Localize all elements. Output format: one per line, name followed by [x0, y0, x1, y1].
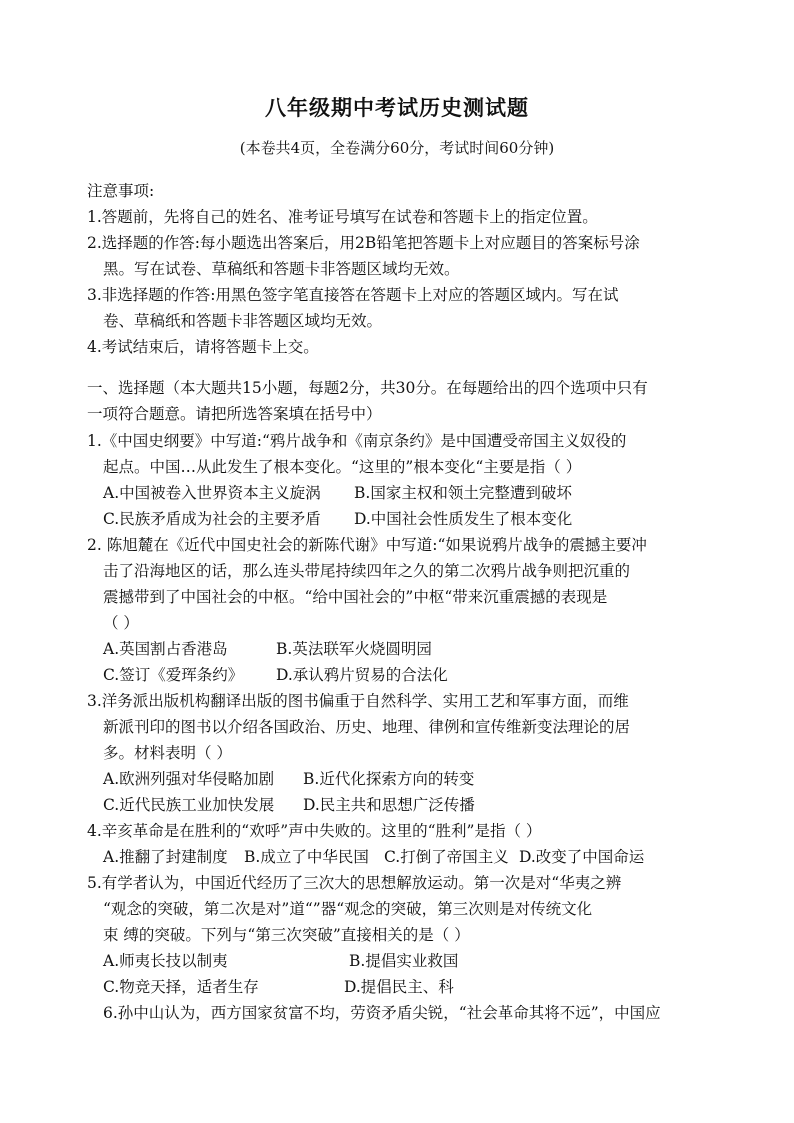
question-4-option-d: D.改变了中国命运 [519, 848, 645, 866]
note-item: 2.选择题的作答:每小题选出答案后，用2B铅笔把答题卡上对应题目的答案标号涂 [87, 234, 640, 252]
question-3-option-a: A.欧洲列强对华侵略加剧 [103, 770, 275, 788]
exam-subtitle: (本卷共4页，全卷满分60分，考试时间60分钟) [239, 139, 555, 157]
section-heading: 一、选择题（本大题共15小题，每题2分，共30分。在每题给出的四个选项中只有 [87, 379, 648, 397]
question-2-text: （ ） [103, 614, 139, 632]
question-3-text: 新派刊印的图书以介绍各国政治、历史、地理、律例和宣传维新变法理论的居 [103, 718, 631, 736]
question-4-option-a: A.推翻了封建制度 [103, 848, 228, 866]
note-item: 黑。写在试卷、草稿纸和答题卡非答题区域均无效。 [103, 260, 460, 278]
question-1-text: 起点。中国…从此发生了根本变化。“这里的”根本变化“主要是指（ ） [103, 458, 582, 476]
question-5-option-c: C.物竞天择，适者生存 [103, 978, 259, 996]
question-6-text: 6.孙中山认为，西方国家贫富不均，劳资矛盾尖锐，“社会革命其将不远”，中国应 [103, 1004, 661, 1022]
question-3-option-b: B.近代化探索方向的转变 [303, 770, 475, 788]
question-3-option-c: C.近代民族工业加快发展 [103, 796, 275, 814]
question-3-option-d: D.民主共和思想广泛传播 [303, 796, 475, 814]
question-5-text: “观念的突破，第二次是对”道“”器“观念的突破，第三次则是对传统文化 [103, 900, 593, 918]
notes-heading: 注意事项: [87, 182, 155, 200]
question-2-option-d: D.承认鸦片贸易的合法化 [276, 666, 448, 684]
question-1-option-a: A.中国被卷入世界资本主义旋涡 [103, 484, 321, 502]
note-item: 3.非选择题的作答:用黑色签字笔直接答在答题卡上对应的答题区域内。写在试 [87, 286, 619, 304]
question-1-text: 1.《中国史纲要》中写道:“鸦片战争和《南京条约》是中国遭受帝国主义奴役的 [87, 432, 627, 450]
exam-title: 八年级期中考试历史测试题 [265, 95, 529, 120]
question-5-option-a: A.师夷长技以制夷 [103, 952, 228, 970]
question-1-option-d: D.中国社会性质发生了根本变化 [354, 510, 573, 528]
note-item: 4.考试结束后，请将答题卡上交。 [87, 338, 319, 356]
question-5-text: 5.有学者认为，中国近代经历了三次大的思想解放运动。第一次是对“华夷之辨 [87, 874, 622, 892]
note-item: 卷、草稿纸和答题卡非答题区域均无效。 [103, 312, 383, 330]
question-2-text: 震撼带到了中国社会的中枢。“给中国社会的”中枢“带来沉重震撼的表现是 [103, 588, 608, 606]
question-1-option-b: B.国家主权和领土完整遭到破坏 [354, 484, 572, 502]
question-2-option-b: B.英法联军火烧圆明园 [276, 640, 432, 658]
note-item: 1.答题前，先将自己的姓名、准考证号填写在试卷和答题卡上的指定位置。 [87, 208, 598, 226]
question-4-option-c: C.打倒了帝国主义 [384, 848, 509, 866]
question-4-option-b: B.成立了中华民国 [244, 848, 369, 866]
question-3-text: 多。材料表明（ ） [103, 744, 232, 762]
question-2-option-c: C.签订《爱珲条约》 [103, 666, 244, 684]
question-5-option-b: B.提倡实业救国 [349, 952, 459, 970]
question-5-option-d: D.提倡民主、科 [344, 978, 454, 996]
section-heading: 一项符合题意。请把所选答案填在括号中） [87, 405, 382, 423]
question-1-option-c: C.民族矛盾成为社会的主要矛盾 [103, 510, 321, 528]
question-5-text: 束 缚的突破。下列与“第三次突破”直接相关的是（ ） [103, 926, 470, 944]
question-2-option-a: A.英国割占香港岛 [103, 640, 228, 658]
question-4-text: 4.辛亥革命是在胜利的“欢呼”声中失败的。这里的“胜利”是指（ ） [87, 822, 542, 840]
question-3-text: 3.洋务派出版机构翻译出版的图书偏重于自然科学、实用工艺和军事方面，而维 [87, 692, 629, 710]
question-2-text: 2. 陈旭麓在《近代中国史社会的新陈代谢》中写道:“如果说鸦片战争的震撼主要冲 [87, 536, 647, 554]
question-2-text: 击了沿海地区的话，那么连头带尾持续四年之久的第二次鸦片战争则把沉重的 [103, 562, 631, 580]
